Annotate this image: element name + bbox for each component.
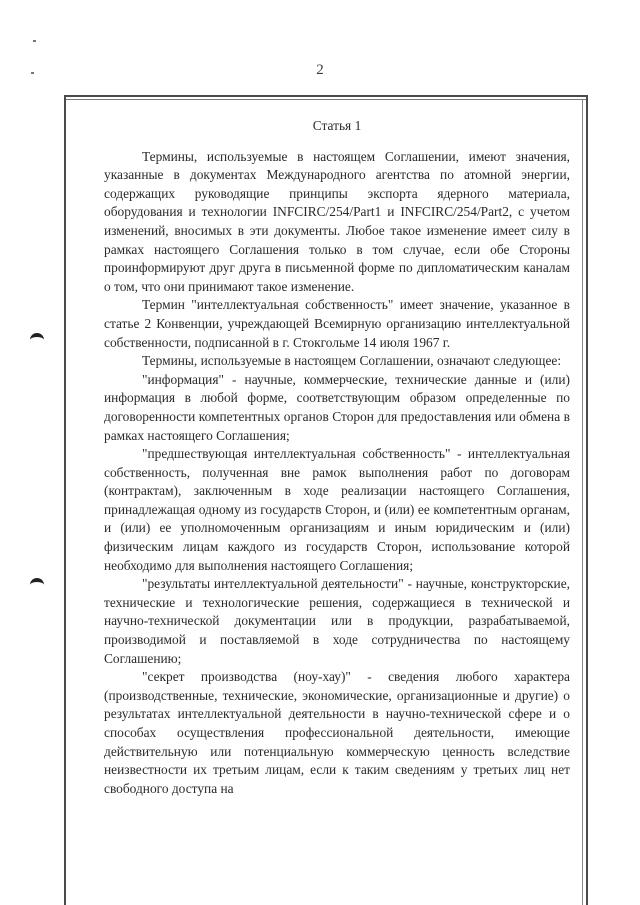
definition-paragraph: "результаты интеллектуальной деятельности" - научные, конструкторские, технические и технологические решения, содержащиеся в технической и научно-технической документации или в продукции, разрабатываемой, производимой и поставляемой в ходе сотрудничества по настоящему Соглашению;: [104, 576, 570, 666]
frame-border-right-inner: [582, 99, 583, 905]
definition-paragraph: "информация" - научные, коммерческие, технические данные и (или) информация в любой форме, соответствующим образом определенные по договоренности компетентных органов Сторон для предоставления или обмена в рамках настоящего Соглашения;: [104, 371, 570, 443]
definition-paragraph: "предшествующая интеллектуальная собственность" - интеллектуальная собственность, полученная вне рамок выполнения работ по договорам (контрактам), заключенным в ходе реализации настоящего Соглашения, принадлежащая одному из государств Сторон, и (или) ее компетентным органам, и (или) ее уполномоченным организациям и иным юридическим и (или) физическим лицам каждого из государств Сторон, использование которой необходимо для выполнения настоящего Соглашения;: [104, 446, 570, 573]
page-number: 2: [316, 62, 324, 78]
binder-hole-mark: [30, 578, 44, 590]
document-body: [104, 117, 570, 798]
article-title: Статья 1: [312, 118, 362, 133]
paragraph: Термины, используемые в настоящем Соглашении, имеют значения, указанные в документах Международного агентства по атомной энергии, содержащих руководящие принципы экспорта ядерного материала, оборудования и технологии INFCIRC/254/Part1 и INFCIRC/254/Part2, с учетом изменений, вносимых в эти документы. Любое такое изменение имеет силу в рамках настоящего Соглашения только в том случае, если обе Стороны проинформируют друг друга в письменной форме по дипломатическим каналам о том, что они принимают такое изменение.: [104, 148, 570, 294]
scan-speck: [33, 40, 36, 42]
scan-speck: [31, 72, 34, 74]
paragraph: Термины, используемые в настоящем Соглашении, означают следующее:: [142, 353, 562, 369]
paragraph: Термин "интеллектуальная собственность" имеет значение, указанное в статье 2 Конвенции, учреждающей Всемирную организацию интеллектуальной собственности, подписанной в г. Стокгольме 14 июля 1967 г.: [104, 297, 570, 350]
frame-border-left: [64, 95, 66, 905]
binder-hole-mark: [30, 333, 44, 345]
frame-border-top-inner: [64, 99, 588, 100]
frame-border-top: [64, 95, 588, 97]
frame-border-right: [586, 95, 588, 905]
definition-paragraph: "секрет производства (ноу-хау)" - сведения любого характера (производственные, технические, экономические, организационные и другие) о результатах интеллектуальной деятельности в научно-технической сфере и о способах осуществления профессиональной деятельности, имеющие действительную или потенциальную коммерческую ценность вследствие неизвестности их третьим лицам, если к таким сведениям у третьих лиц нет свободного доступа на: [104, 669, 570, 796]
